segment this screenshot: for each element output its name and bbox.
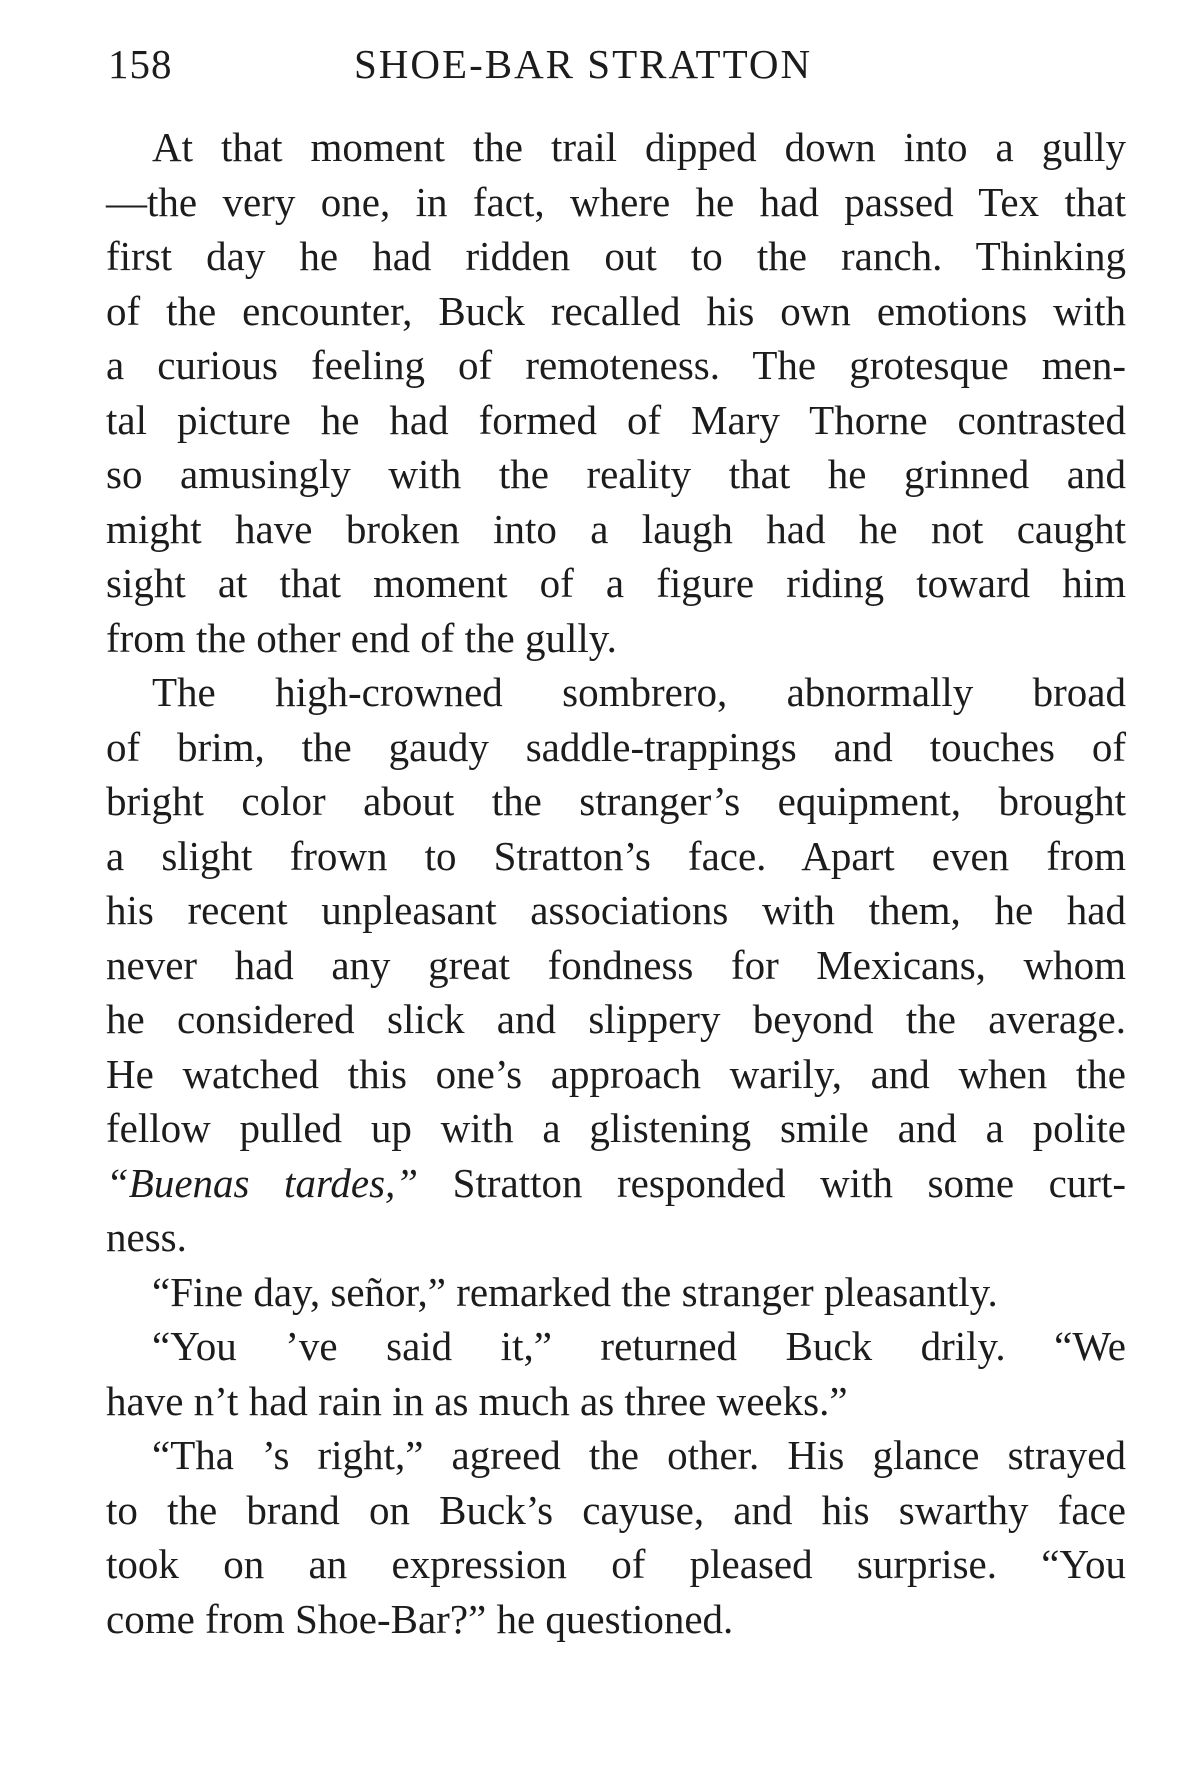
text-line: bright color about the stranger’s equipment, brought [106, 778, 1126, 824]
text-line: The high-crowned sombrero, abnormally broad [152, 669, 1126, 715]
text-line: fellow pulled up with a glistening smile and a polite [106, 1105, 1126, 1151]
text-line: “Fine day, señor,” remarked the stranger pleasantly. [152, 1268, 998, 1315]
text-line: have n’t had rain in as much as three weeks.” [106, 1377, 848, 1424]
paragraph-1 [106, 120, 1126, 665]
italic-phrase: “Buenas tardes,” [106, 1159, 419, 1206]
text-line: a curious feeling of remoteness. The grotesque men- [106, 342, 1126, 388]
text-line: first day he had ridden out to the ranch. Thinking [106, 233, 1126, 279]
text-line: a slight frown to Stratton’s face. Apart even from [106, 832, 1126, 879]
running-head [108, 40, 1118, 96]
page-number: 158 [108, 41, 173, 87]
paragraph-3 [106, 1265, 1126, 1320]
text-line: sight at that moment of a figure riding toward him [106, 560, 1126, 606]
text-line: took on an expression of pleased surprise. “You [106, 1541, 1126, 1587]
text-line: of brim, the gaudy saddle-trappings and touches of [106, 723, 1126, 770]
text-line: of the encounter, Buck recalled his own emotions with [106, 287, 1126, 334]
text-line: “You ’ve said it,” returned Buck drily. “We [152, 1323, 1126, 1369]
text-fragment: Stratton responded with some curt- [418, 1159, 1127, 1206]
text-line: come from Shoe-Bar?” he questioned. [106, 1595, 734, 1642]
text-line: ness. [106, 1214, 187, 1260]
text-line: his recent unpleasant associations with them, he had [106, 887, 1126, 933]
paragraph-5 [106, 1428, 1126, 1646]
body-text [106, 120, 1126, 1646]
text-line: At that moment the trail dipped down into a gully [152, 124, 1126, 170]
text-line: —the very one, in fact, where he had passed Tex that [106, 178, 1126, 225]
text-line: he considered slick and slippery beyond the average. [106, 996, 1126, 1042]
text-line: to the brand on Buck’s cayuse, and his swarthy face [106, 1486, 1126, 1533]
text-line: never had any great fondness for Mexicans, whom [106, 941, 1126, 988]
text-line: might have broken into a laugh had he not caught [106, 505, 1126, 552]
paragraph-2 [106, 665, 1126, 1265]
running-title: SHOE-BAR STRATTON [354, 41, 813, 87]
paragraph-4 [106, 1319, 1126, 1428]
text-line: He watched this one’s approach warily, and when the [106, 1050, 1126, 1097]
text-line [106, 1156, 1126, 1211]
text-line: from the other end of the gully. [106, 614, 617, 661]
text-line: so amusingly with the reality that he grinned and [106, 451, 1126, 497]
text-line: “Tha ’s right,” agreed the other. His glance strayed [152, 1432, 1126, 1478]
text-line: tal picture he had formed of Mary Thorne contrasted [106, 396, 1126, 443]
